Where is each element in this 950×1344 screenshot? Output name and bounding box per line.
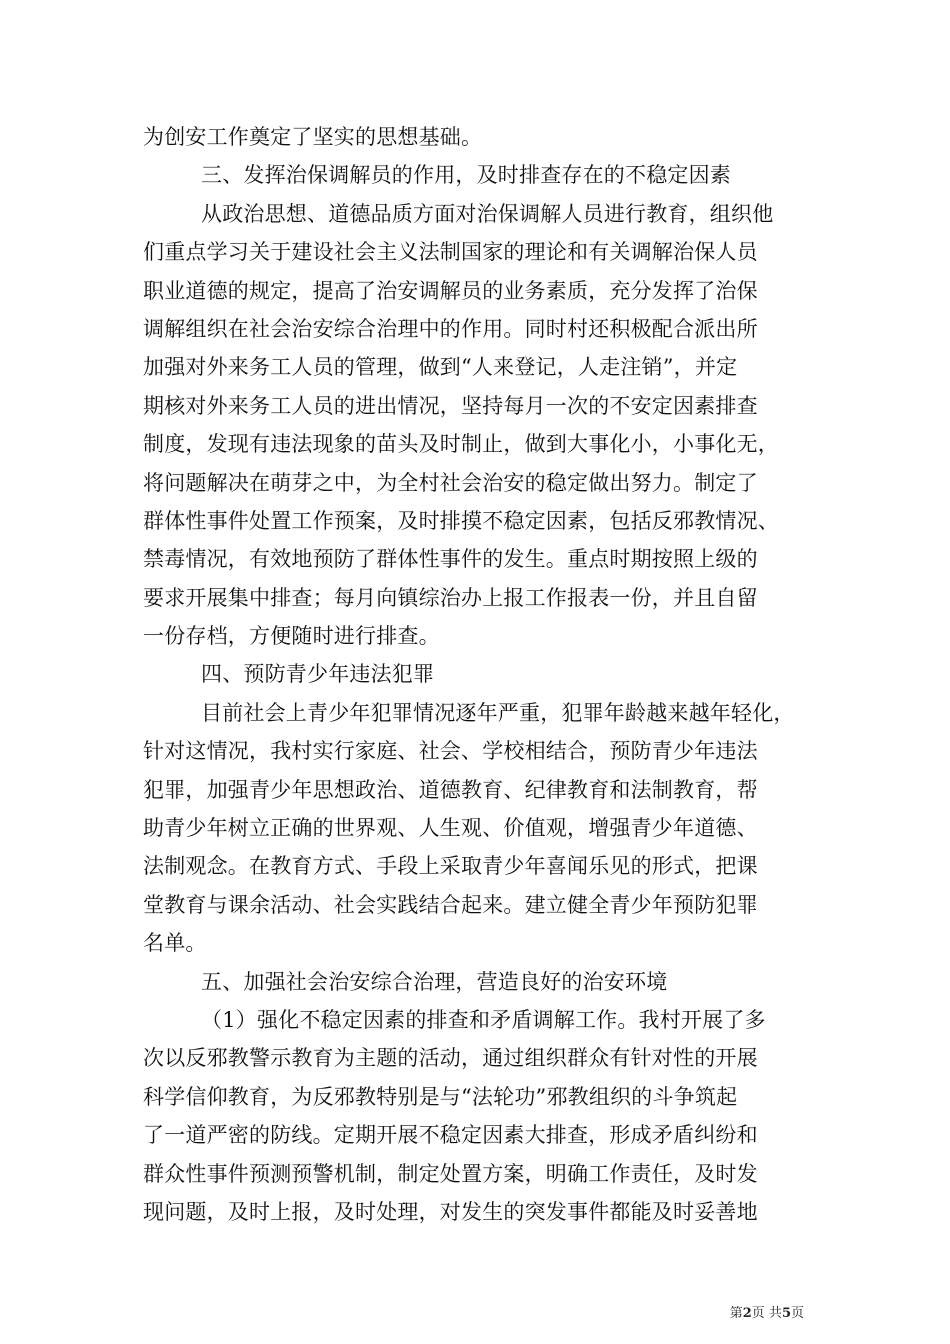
text-line: 助青少年树立正确的世界观、人生观、价值观，增强青少年道德、 xyxy=(143,816,758,841)
text-line: 现问题，及时上报，及时处理，对发生的突发事件都能及时妥善地 xyxy=(143,1199,758,1224)
text-line: 针对这情况，我村实行家庭、社会、学校相结合，预防青少年违法 xyxy=(143,739,758,764)
page-footer xyxy=(730,1306,804,1322)
text-line: 犯罪，加强青少年思想政治、道德教育、纪律教育和法制教育，帮 xyxy=(143,777,758,802)
text-line: 了一道严密的防线。定期开展不稳定因素大排查，形成矛盾纠纷和 xyxy=(143,1123,758,1148)
text-line: 期核对外来务工人员的进出情况，坚持每月一次的不安定因素排查 xyxy=(143,393,758,418)
text-line: 一份存档，方便随时进行排查。 xyxy=(143,624,440,649)
text-line: 加强对外来务工人员的管理，做到“人来登记，人走注销”，并定 xyxy=(143,355,738,380)
footer-prefix: 第 xyxy=(729,1306,743,1321)
total-pages-number: 5 xyxy=(781,1306,791,1321)
text-line: 为创安工作奠定了坚实的思想基础。 xyxy=(143,125,483,149)
footer-middle: 页 共 xyxy=(751,1306,782,1321)
footer-suffix: 页 xyxy=(790,1306,804,1321)
text-line: 制度，发现有违法现象的苗头及时制止，做到大事化小，小事化无， xyxy=(143,432,779,457)
text-line: 堂教育与课余活动、社会实践结合起来。建立健全青少年预防犯罪 xyxy=(143,892,758,917)
text-line: 禁毒情况，有效地预防了群体性事件的发生。重点时期按照上级的 xyxy=(143,547,758,572)
text-line: 次以反邪教警示教育为主题的活动，通过组织群众有针对性的开展 xyxy=(143,1046,758,1071)
text-line: 目前社会上青少年犯罪情况逐年严重，犯罪年龄越来越年轻化， xyxy=(201,700,795,725)
text-line: 群众性事件预测预警机制，制定处置方案，明确工作责任，及时发 xyxy=(143,1161,758,1186)
text-line: 科学信仰教育，为反邪教特别是与“法轮功”邪教组织的斗争筑起 xyxy=(143,1084,738,1109)
body-text xyxy=(143,118,833,1231)
text-line: （1）强化不稳定因素的排查和矛盾调解工作。我村开展了多 xyxy=(201,1007,766,1032)
text-line: 职业道德的规定，提高了治安调解员的业务素质，充分发挥了治保 xyxy=(143,278,758,303)
text-line: 将问题解决在萌芽之中，为全村社会治安的稳定做出努力。制定了 xyxy=(143,470,758,495)
text-line: 群体性事件处置工作预案，及时排摸不稳定因素，包括反邪教情况、 xyxy=(143,508,779,533)
section-heading-5: 五、加强社会治安综合治理，营造良好的治安环境 xyxy=(201,969,668,994)
text-line: 从政治思想、道德品质方面对治保调解人员进行教育，组织他 xyxy=(201,201,774,226)
current-page-number: 2 xyxy=(742,1306,752,1321)
text-line: 名单。 xyxy=(143,931,207,956)
text-line: 们重点学习关于建设社会主义法制国家的理论和有关调解治保人员 xyxy=(143,240,758,265)
text-line: 要求开展集中排查；每月向镇综治办上报工作报表一份，并且自留 xyxy=(143,585,758,610)
text-line: 调解组织在社会治安综合治理中的作用。同时村还积极配合派出所 xyxy=(143,316,758,341)
section-heading-4: 四、预防青少年违法犯罪 xyxy=(201,662,435,687)
section-heading-3: 三、发挥治保调解员的作用，及时排查存在的不稳定因素 xyxy=(201,163,731,188)
text-line: 法制观念。在教育方式、手段上采取青少年喜闻乐见的形式，把课 xyxy=(143,854,758,879)
